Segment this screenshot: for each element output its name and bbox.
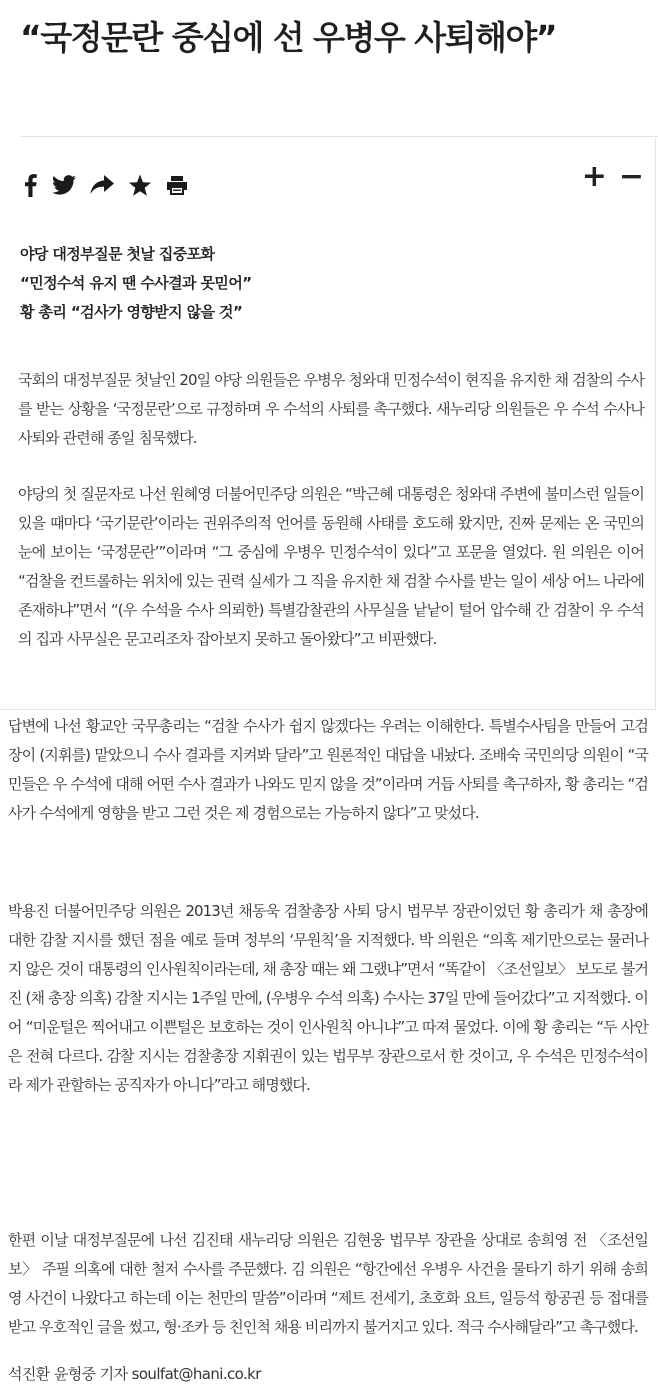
print-icon[interactable] xyxy=(166,175,188,195)
article-byline: 석진환 윤형중 기자 soulfat@hani.co.kr xyxy=(8,1365,261,1383)
article-subtitles xyxy=(20,240,640,327)
font-increase-button[interactable]: + xyxy=(581,159,607,194)
share-toolbar xyxy=(22,170,202,200)
divider xyxy=(20,136,658,137)
font-size-controls xyxy=(570,159,644,194)
star-icon[interactable] xyxy=(128,174,152,197)
subtitle-line: 황 총리 “검사가 영향받지 않을 것” xyxy=(20,303,243,321)
subtitle-line: 야당 대정부질문 첫날 집중포화 xyxy=(20,245,215,263)
article-headline: “국정문란 중심에 선 우병우 사퇴해야” xyxy=(20,18,557,57)
share-icon[interactable] xyxy=(90,174,114,196)
article-paragraph: 국회의 대정부질문 첫날인 20일 야당 의원들은 우병우 청와대 민정수석이 현직을 유지한 채 검찰의 수사를 받는 상황을 ‘국정문란’으로 규정하며 우 수석의 사퇴를 촉구했다. 새누리당 의원들은 우 수석 수사나 사퇴와 관련해 종일 침묵했다. xyxy=(18,371,644,447)
subtitle-line: “민정수석 유지 땐 수사결과 못믿어” xyxy=(20,274,252,292)
twitter-icon[interactable] xyxy=(52,174,76,196)
article-paragraph: 답변에 나선 황교안 국무총리는 “검찰 수사가 쉽지 않겠다는 우려는 이해한다. 특별수사팀을 만들어 고검장이 (지휘를) 맡았으니 수사 결과를 지켜봐 달라”고 원론적인 대답을 내놨다. 조배숙 국민의당 의원이 “국민들은 우 수석에 대해 어떤 수사 결과가 나와도 믿지 않을 것”이라며 거듭 사퇴를 촉구하자, 황 총리는 “검사가 수석에게 영향을 받고 그런 것은 제 경험으로는 가능하지 않다”고 맞섰다. xyxy=(8,717,648,822)
font-decrease-button[interactable]: − xyxy=(618,159,644,194)
article-paragraph: 박용진 더불어민주당 의원은 2013년 채동욱 검찰총장 사퇴 당시 법무부 장관이었던 황 총리가 채 총장에 대한 감찰 지시를 했던 점을 예로 들며 정부의 ‘무원칙’을 지적했다. 박 의원은 “의혹 제기만으로는 물러나지 않은 것이 대통령의 인사원칙이라는데, 채 총장 때는 왜 그랬냐”면서 “똑같이 〈조선일보〉 보도로 불거진 (채 총장 의혹) 감찰 지시는 1주일 만에, (우병우 수석 의혹) 수사는 37일 만에 들어갔다”고 지적했다. 이어 “미운털은 찍어내고 이쁜털은 보호하는 것이 인사원칙 아니냐”고 따져 물었다. 이에 황 총리는 “두 사안은 전혀 다르다. 감찰 지시는 검찰총장 지휘권이 있는 법무부 장관으로서 한 것이고, 우 수석은 민정수석이라 제가 관할하는 공직자가 아니다”라고 해명했다. xyxy=(8,902,649,1094)
article-paragraph: 야당의 첫 질문자로 나선 원혜영 더불어민주당 의원은 “박근혜 대통령은 청와대 주변에 불미스런 일들이 있을 때마다 ‘국기문란’이라는 권위주의적 언어를 동원해 사태를 호도해 왔지만, 진짜 문제는 온 국민의 눈에 보이는 ‘국정문란’”이라며 “그 중심에 우병우 민정수석이 있다”고 포문을 열었다. 원 의원은 이어 “검찰을 컨트롤하는 위치에 있는 권력 실세가 그 직을 유지한 채 검찰 수사를 받는 일이 세상 어느 나라에 존재하냐”면서 “(우 수석을 수사 의뢰한) 특별감찰관의 사무실을 낱낱이 털어 압수해 간 검찰이 우 수석의 집과 사무실은 문고리조차 잡아보지 못하고 돌아왔다”고 비판했다. xyxy=(18,485,644,648)
facebook-icon[interactable] xyxy=(22,173,38,197)
article-paragraph: 한편 이날 대정부질문에 나선 김진태 새누리당 의원은 김현웅 법무부 장관을 상대로 송희영 전 〈조선일보〉 주필 의혹에 대한 철저 수사를 주문했다. 김 의원은 “항간에선 우병우 사건을 물타기 하기 위해 송희영 사건이 나왔다고 하는데 이는 천만의 말씀”이라며 “제트 전세기, 초호화 요트, 일등석 항공권 등 접대를 받고 우호적인 글을 썼고, 형·조카 등 친인척 채용 비리까지 불거지고 있다. 적극 수사해달라”고 촉구했다. xyxy=(8,1231,648,1336)
